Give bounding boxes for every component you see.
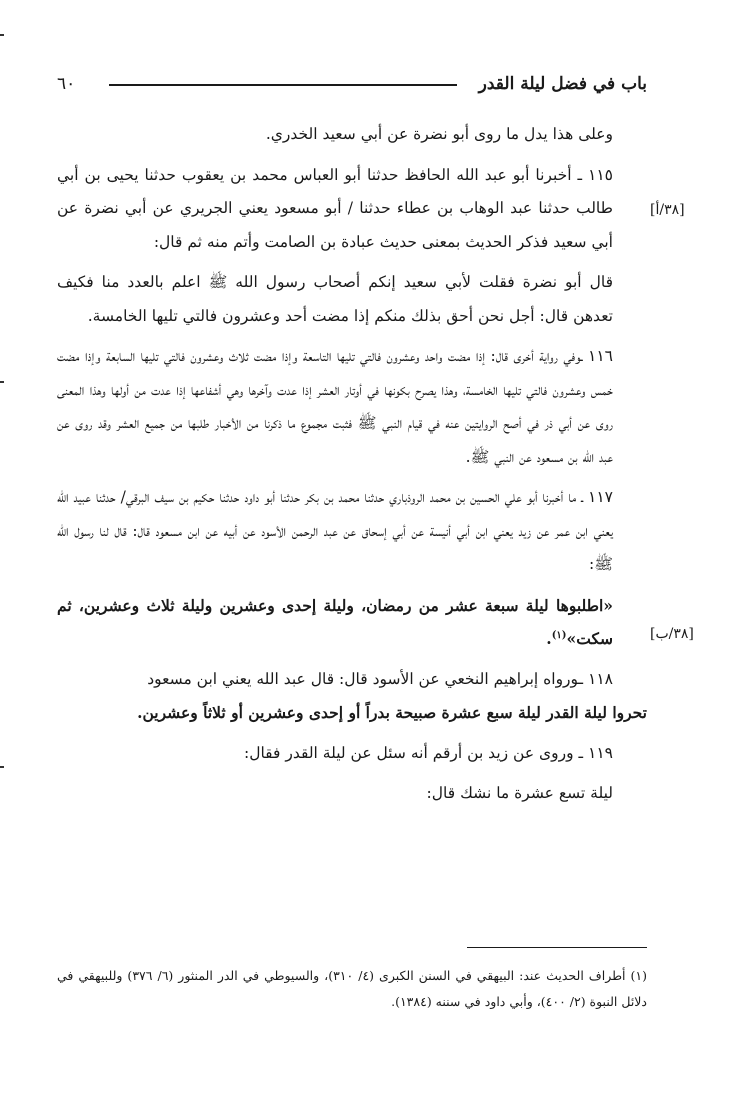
hadith-quote: «اطلبوها ليلة سبعة عشر من رمضان، وليلة إحدى وعشرين وليلة ثلاث وعشرين، ثم سكت»$^{(١)}$. (57, 595, 613, 648)
scan-edge-mark (0, 766, 4, 768)
scan-edge-mark (0, 34, 4, 36)
paragraph: ١١٧ ـ ما أخبرنا أبو علي الحسين بن محمد الروذباري حدثنا محمد بن بكر حدثنا أبو داود حدثنا حكيم بن سيف البرقي/ حدثنا عبيد الله يعني ابن عمر عن زيد يعني ابن أبي أنيسة عن أبي إسحاق عن عبد الرحمن الأسود عن أبيه عن ابن مسعود قال: قال لنا رسول الله ﷺ: (57, 488, 613, 573)
scan-edge-mark (0, 381, 4, 383)
footnote-rule (467, 947, 647, 948)
paragraph: ١١٨ ـورواه إبراهيم النخعي عن الأسود قال: قال عبد الله يعني ابن مسعود (147, 669, 613, 688)
hadith-quote: تحروا ليلة القدر ليلة سبع عشرة صبيحة بدراً أو إحدى وعشرين أو ثلاثاً وعشرين. (137, 703, 647, 722)
main-text (57, 118, 647, 818)
margin-reference: [٣٨/ب] (650, 626, 694, 642)
paragraph: ١١٦ ـوفي رواية أخرى قال: إذا مضت واحد وعشرون فالتي تليها التاسعة وإذا مضت ثلاث وعشرون فالتي تليها السابعة وإذا مضت خمس وعشرون فالتي تليها الخامسة، وهذا يصرح بكونها في أوتار العشر إذا عدت وآخرها وهي أشفاعها إذا عدت من أولها وهذا المعنى روى عن أبي ذر في أصح الروايتين عنه في قيام النبي ﷺ فثبت مجموع ما ذكرنا من الأخبار طلبها من جميع العشر وقد روى عن عبد الله بن مسعود عن النبي ﷺ. (57, 347, 613, 466)
paragraph: ١١٩ ـ وروى عن زيد بن أرقم أنه سئل عن ليلة القدر فقال: (243, 743, 613, 762)
page-number: ٦٠ (57, 74, 76, 94)
header-rule (109, 84, 457, 86)
paragraph: ليلة تسع عشرة ما نشك قال: (426, 784, 613, 802)
hadith-quote-text: «اطلبوها ليلة سبعة عشر من رمضان، وليلة إحدى وعشرين وليلة ثلاث وعشرين، ثم سكت» (57, 595, 613, 648)
chapter-title: باب في فضل ليلة القدر (478, 74, 647, 94)
footnote-marker: (١) (551, 629, 567, 641)
paragraph: وعلى هذا يدل ما روى أبو نضرة عن أبي سعيد الخدري. (265, 125, 613, 143)
running-header (57, 72, 647, 104)
paragraph: قال أبو نضرة فقلت لأبي سعيد إنكم أصحاب رسول الله ﷺ اعلم بالعدد منا فكيف تعدهن قال: أجل نحن أحق بذلك منكم إذا مضت أحد وعشرون فالتي تليها الخامسة. (57, 273, 613, 325)
footnote: (١) أطراف الحديث عند: البيهقي في السنن الكبرى (٤/ ٣١٠)، والسيوطي في الدر المنثور (٦/ ٣٧٦) وللبيهقي في دلائل النبوة (٢/ ٤٠٠)، وأبي داود في سننه (١٣٨٤). (57, 968, 648, 1009)
paragraph: ١١٥ ـ أخبرنا أبو عبد الله الحافظ حدثنا أبو العباس محمد بن يعقوب حدثنا يحيى بن أبي طالب حدثنا عبد الوهاب بن عطاء حدثنا / أبو مسعود يعني الجريري عن أبي نضرة عن أبي سعيد فذكر الحديث بمعنى حديث عبادة بن الصامت وأتم منه ثم قال: (57, 165, 613, 251)
margin-reference: [٣٨/أ] (650, 202, 685, 218)
